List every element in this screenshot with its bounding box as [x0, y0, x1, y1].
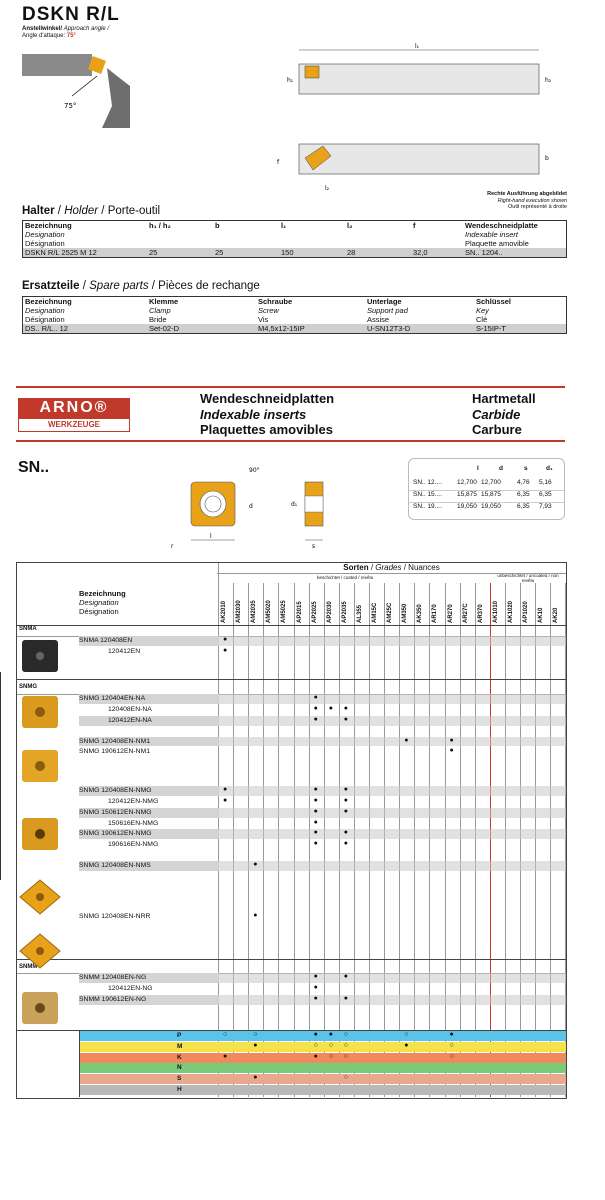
cell: SN.. 1204..	[465, 248, 503, 257]
dot-mark: ●	[253, 861, 258, 868]
snma-insert-icon	[20, 638, 60, 674]
col-f: f	[413, 221, 416, 230]
dims-cell: 12,700	[481, 479, 501, 486]
banner-bottom-line	[16, 440, 565, 442]
dot-mark: ●	[343, 973, 349, 981]
cell: Set-02-D	[149, 324, 180, 333]
dims-cell: 6,35	[517, 491, 530, 498]
insert-family-label: SN..	[18, 459, 50, 476]
sorten-en: Grades	[375, 563, 402, 572]
dot-mark: ●	[343, 995, 349, 1002]
dot-mark: ●	[343, 797, 349, 804]
iso-mark: ●	[328, 1031, 333, 1038]
dot-mark: ●	[223, 635, 228, 643]
row-bg	[218, 840, 566, 850]
iso-row	[79, 1042, 566, 1052]
cell: 28	[347, 248, 356, 257]
col-b: b	[215, 221, 220, 230]
iso-row	[79, 1085, 566, 1095]
row-bg	[218, 861, 566, 871]
dot-mark: ●	[313, 807, 318, 815]
iso-mark: ○	[328, 1052, 333, 1060]
grid-line	[79, 1031, 80, 1097]
row-bg	[218, 705, 566, 715]
grade-column-label: AM25C	[387, 602, 394, 623]
row-bg	[218, 747, 566, 757]
snmg-na-insert-icon	[20, 694, 60, 730]
cell: DS.. R/L.. 12	[25, 324, 68, 333]
holder-table	[22, 220, 567, 258]
grade-column-label: AR170	[432, 604, 439, 623]
grades-table	[16, 562, 567, 1099]
grade-column-label: AP1020	[523, 601, 529, 623]
iso-letter: S	[177, 1075, 182, 1083]
iso-mark: ○	[313, 1041, 318, 1049]
grade-column-label: AM5020	[266, 600, 273, 623]
dot-mark: ●	[253, 911, 258, 919]
row-bg	[218, 737, 566, 747]
snmg-nms-insert-icon	[18, 878, 62, 916]
bez-header	[79, 589, 126, 616]
cell: Bride	[149, 315, 167, 324]
row-bg	[79, 647, 219, 657]
dot-mark: ●	[313, 818, 318, 826]
insert-drawing	[165, 460, 345, 552]
cell: Vis	[258, 315, 269, 324]
banner-right-de: Hartmetall	[472, 391, 536, 406]
cell: 25	[149, 248, 158, 257]
row-label: 120408EN-NA	[108, 706, 152, 713]
spare-row	[23, 324, 567, 334]
iso-mark: ○	[449, 1041, 454, 1049]
dot-mark: ●	[328, 705, 333, 712]
iso-mark: ○	[343, 1031, 349, 1038]
dot-mark: ●	[343, 840, 349, 848]
banner-right	[472, 391, 536, 438]
cell: M4,5x12-15IP	[258, 324, 305, 333]
logo-top-text: ARNO®	[18, 398, 130, 418]
cell: DSKN R/L 2525 M 12	[25, 248, 97, 257]
holder-title-de: Halter	[22, 205, 55, 217]
cell: Support pad	[367, 306, 408, 315]
approach-angle-caption	[22, 26, 109, 40]
grade-column-label: AM5025	[281, 600, 288, 623]
grade-column-label: AL355	[356, 604, 363, 623]
d-label: d	[249, 503, 253, 510]
iso-mark: ○	[404, 1031, 409, 1038]
bez-de: Bezeichnung	[79, 589, 126, 598]
banner-right-fr: Carbure	[472, 422, 522, 437]
note-de: Rechte Ausführung abgebildet	[487, 191, 567, 197]
dot-mark: ●	[449, 747, 454, 755]
dims-cell: 12,700	[457, 479, 477, 486]
row-bg	[218, 808, 566, 818]
grade-column-label: AP2030	[326, 601, 333, 623]
insert-en: Indexable insert	[465, 230, 518, 239]
cell: Clamp	[149, 306, 171, 315]
dot-mark: ●	[313, 973, 318, 981]
row-label: SNMG 120408EN-NMS	[79, 862, 151, 869]
uncoated-caption: unbeschichtet / uncoated / non revêtu	[497, 573, 559, 583]
insert-dims-box	[408, 458, 565, 520]
banner-center	[200, 391, 334, 438]
group-name: SNMG	[19, 684, 37, 691]
row-label: SNMM 120408EN-NG	[79, 974, 147, 982]
row-label: SNMG 120408EN-NMG	[79, 787, 152, 795]
dot-mark: ●	[313, 995, 318, 1002]
grade-column-label: AK350	[417, 604, 424, 623]
iso-mark: ○	[449, 1052, 454, 1060]
grade-column-label: AR370	[477, 604, 484, 623]
dims-cell: 19,050	[481, 503, 501, 510]
spare-table	[22, 296, 567, 334]
cell: Key	[476, 306, 489, 315]
dims-row	[409, 503, 564, 514]
row-label: SNMG 120404EN-NA	[79, 695, 146, 703]
row-label: SNMM 190612EN-NG	[79, 996, 147, 1003]
grade-column-label: AK2010	[221, 600, 227, 623]
dims-cell: 6,35	[517, 503, 530, 510]
row-label: 150616EN-NMG	[108, 819, 159, 827]
holder-drawing	[265, 38, 565, 208]
dim-h2-label: h₂	[545, 77, 552, 84]
logo-bottom-text: WERKZEUGE	[18, 418, 130, 432]
dims-row	[409, 491, 564, 503]
s-label: s	[312, 543, 316, 550]
iso-letter: K	[177, 1053, 182, 1061]
row-label: SNMG 150612EN-NMG	[79, 808, 152, 816]
col-h1h2: h₁ / h₂	[149, 221, 171, 230]
d1-label: d₁	[291, 501, 298, 508]
iso-mark: ●	[253, 1041, 258, 1049]
row-bg	[218, 797, 566, 807]
spare-title-fr: Pièces de rechange	[158, 280, 260, 292]
coated-caption: beschichtet / coated / revêtu	[317, 575, 374, 580]
iso-letter: M	[177, 1042, 183, 1050]
dot-mark: ●	[313, 694, 318, 702]
dim-col: s	[524, 465, 528, 472]
note-en: Right-hand execution shown	[497, 197, 567, 204]
row-label: SNMG 190612EN-NMG	[79, 830, 152, 838]
grade-column-label: AM2035	[251, 600, 258, 623]
grade-column-label: AM15C	[372, 602, 378, 623]
dot-mark: ●	[343, 705, 349, 712]
row-label: 120412EN-NMG	[108, 798, 159, 805]
dims-row	[409, 479, 564, 491]
grade-column-label: AK20	[553, 607, 560, 623]
iso-mark: ○	[223, 1031, 228, 1038]
row-label: 120412EN	[108, 647, 141, 655]
row-bg	[218, 984, 566, 994]
dim-l2-label: l₂	[325, 185, 330, 192]
dims-cell: 5,16	[539, 479, 552, 486]
page-title: DSKN R/L	[22, 4, 120, 25]
dims-cell: SN.. 15....	[413, 491, 442, 498]
margin-marker	[0, 672, 1, 880]
spare-title-de: Ersatzteile	[22, 280, 80, 292]
iso-mark: ○	[253, 1031, 258, 1038]
spare-title-en: Spare parts	[89, 280, 149, 292]
holder-title-en: Holder	[64, 205, 99, 217]
grade-column-label: AM350	[402, 603, 409, 623]
dim-l1-label: l₁	[415, 43, 420, 50]
iso-letter: H	[177, 1086, 182, 1093]
sorten-fr: Nuances	[408, 563, 440, 572]
dot-mark: ●	[343, 807, 349, 815]
cell: U-SN12T3-D	[367, 324, 411, 333]
group-name: SNMM	[19, 963, 38, 970]
cell: Screw	[258, 306, 279, 315]
cell: Schlüssel	[476, 297, 512, 306]
iso-mark: ○	[328, 1041, 333, 1049]
iso-row	[79, 1031, 566, 1041]
col-bezeichnung: Bezeichnung	[25, 221, 72, 230]
row-bg	[218, 636, 566, 646]
dot-mark: ●	[313, 786, 318, 794]
row-label: SNMG 120408EN-NRR	[79, 912, 151, 920]
designation-en: Designation	[25, 230, 65, 239]
row-bg	[218, 829, 566, 839]
cell: 32,0	[413, 248, 428, 257]
row-label: 120412EN-NA	[108, 716, 152, 724]
dims-cell: 15,875	[457, 491, 477, 498]
row-bg	[218, 647, 566, 657]
cell: Klemme	[149, 297, 179, 306]
bez-fr: Désignation	[79, 607, 119, 616]
grade-column-label: AR27C	[462, 603, 469, 623]
insert-fr: Plaquette amovible	[465, 239, 529, 248]
iso-mark: ●	[449, 1031, 454, 1038]
iso-mark: ●	[253, 1074, 258, 1082]
dot-mark: ●	[313, 705, 318, 712]
dims-cell: 7,93	[539, 503, 552, 510]
iso-mark: ●	[313, 1031, 318, 1038]
grade-column-label: AP2025	[311, 601, 318, 623]
dot-mark: ●	[404, 736, 409, 744]
row-label: 120412EN-NG	[108, 985, 153, 993]
cell: Désignation	[25, 315, 65, 324]
cell: Bezeichnung	[25, 297, 72, 306]
dims-cell: 4,76	[517, 479, 530, 486]
dim-col: d₁	[546, 465, 553, 472]
note-fr: Outil représenté à droite	[507, 204, 567, 210]
banner-top-line	[16, 386, 565, 388]
snmg-nmg-insert-icon	[20, 816, 60, 852]
grid-line	[17, 679, 566, 680]
row-bg	[218, 912, 566, 922]
cell: Designation	[25, 306, 65, 315]
sorten-de: Sorten	[343, 563, 369, 572]
col-l2: l₂	[347, 221, 353, 230]
grade-column-label: AK1020	[507, 600, 514, 623]
holder-section-title: Halter / Holder / Porte-outil	[22, 205, 161, 217]
dim-col: l	[477, 465, 479, 472]
grade-column-label: AK10	[538, 607, 545, 623]
approach-value: 75°	[66, 33, 76, 39]
iso-row	[79, 1074, 566, 1084]
iso-mark: ○	[343, 1074, 349, 1082]
grid-line	[17, 625, 566, 626]
dot-mark: ●	[223, 797, 228, 804]
spare-section-title: Ersatzteile / Spare parts / Pièces de rechange	[22, 280, 260, 292]
banner-center-en: Indexable inserts	[200, 406, 307, 422]
row-label: SNMG 120408EN-NM1	[79, 737, 151, 745]
snmg-nm1-insert-icon	[20, 748, 60, 784]
cell: Unterlage	[367, 297, 402, 306]
row-bg	[218, 786, 566, 796]
iso-row	[79, 1063, 566, 1073]
dims-cell: 15,875	[481, 491, 501, 498]
dims-header	[409, 465, 564, 474]
row-bg	[218, 995, 566, 1005]
grade-column-label: AR270	[447, 604, 454, 623]
cell: 25	[215, 248, 224, 257]
bez-en: Designation	[79, 598, 119, 607]
snmg-nrr-insert-icon	[18, 932, 62, 970]
banner-center-de: Wendeschneidplatten	[200, 391, 335, 406]
banner-center-fr: Plaquettes amovibles	[200, 422, 333, 437]
dim-b-label: b	[545, 155, 549, 162]
grade-column-label: AP2035	[341, 601, 348, 623]
grade-column-label: AK1010	[492, 600, 499, 623]
iso-letter: N	[177, 1064, 182, 1072]
cell: Clé	[476, 315, 488, 324]
row-bg	[218, 716, 566, 726]
svg-text:75°: 75°	[64, 102, 77, 110]
dim-h1-label: h₁	[287, 77, 294, 84]
row-bg	[218, 819, 566, 829]
dot-mark: ●	[313, 984, 318, 992]
dot-mark: ●	[343, 786, 349, 794]
snmm-insert-icon	[20, 990, 60, 1026]
drawing-note	[487, 191, 567, 211]
cell: 150	[281, 248, 294, 257]
dot-mark: ●	[313, 797, 318, 804]
approach-label-fr: Angle d'attaque:	[22, 33, 66, 39]
iso-mark: ●	[313, 1052, 318, 1060]
iso-letter: P	[177, 1032, 182, 1039]
iso-mark: ○	[343, 1041, 349, 1049]
arno-logo	[18, 398, 130, 432]
cell: Schraube	[258, 297, 293, 306]
dims-cell: 6,35	[539, 491, 552, 498]
dot-mark: ●	[223, 786, 228, 794]
grid-line	[17, 959, 566, 960]
iso-mark: ●	[404, 1041, 409, 1049]
iso-mark: ●	[223, 1052, 228, 1060]
grid-line	[217, 573, 566, 574]
dot-mark: ●	[343, 829, 349, 837]
dot-mark: ●	[313, 840, 318, 848]
col-insert: Wendeschneidplatte	[465, 221, 538, 230]
row-label: SNMA 120408EN	[79, 636, 133, 644]
approach-label-de: Anstellwinkel/	[22, 26, 63, 32]
designation-fr: Désignation	[25, 239, 65, 248]
l-label: l	[210, 533, 212, 540]
dot-mark: ●	[343, 715, 349, 723]
dot-mark: ●	[313, 829, 318, 837]
dims-cell: SN.. 19....	[413, 503, 442, 510]
iso-row	[79, 1053, 566, 1063]
approach-angle-diagram	[22, 46, 130, 128]
col-l1: l₁	[281, 221, 287, 230]
dim-f-label: f	[277, 159, 280, 166]
grade-column-label: AM2030	[236, 600, 243, 623]
dim-col: d	[499, 465, 503, 472]
iso-mark: ○	[343, 1052, 349, 1060]
dot-mark: ●	[449, 736, 454, 744]
cell: S-15IP-T	[476, 324, 507, 333]
dot-mark: ●	[223, 646, 228, 654]
row-bg	[218, 973, 566, 983]
row-label: 190616EN-NMG	[108, 841, 159, 849]
sorten-title: Sorten / Grades / Nuances	[343, 563, 440, 572]
approach-label-en: Approach angle /	[63, 26, 110, 32]
r-label: r	[171, 543, 174, 550]
dims-cell: 19,050	[457, 503, 477, 510]
grade-column-label: AP2015	[296, 601, 303, 623]
group-name: SNMA	[19, 626, 37, 632]
cell: Assise	[367, 315, 390, 324]
dot-mark: ●	[313, 715, 318, 723]
holder-row	[23, 248, 567, 258]
dims-cell: SN.. 12....	[413, 479, 442, 486]
holder-title-fr: Porte-outil	[107, 205, 161, 217]
angle-label: 90°	[249, 467, 260, 474]
row-bg	[218, 694, 566, 704]
row-label: SNMG 190612EN-NM1	[79, 748, 151, 756]
banner-right-en: Carbide	[472, 406, 521, 422]
